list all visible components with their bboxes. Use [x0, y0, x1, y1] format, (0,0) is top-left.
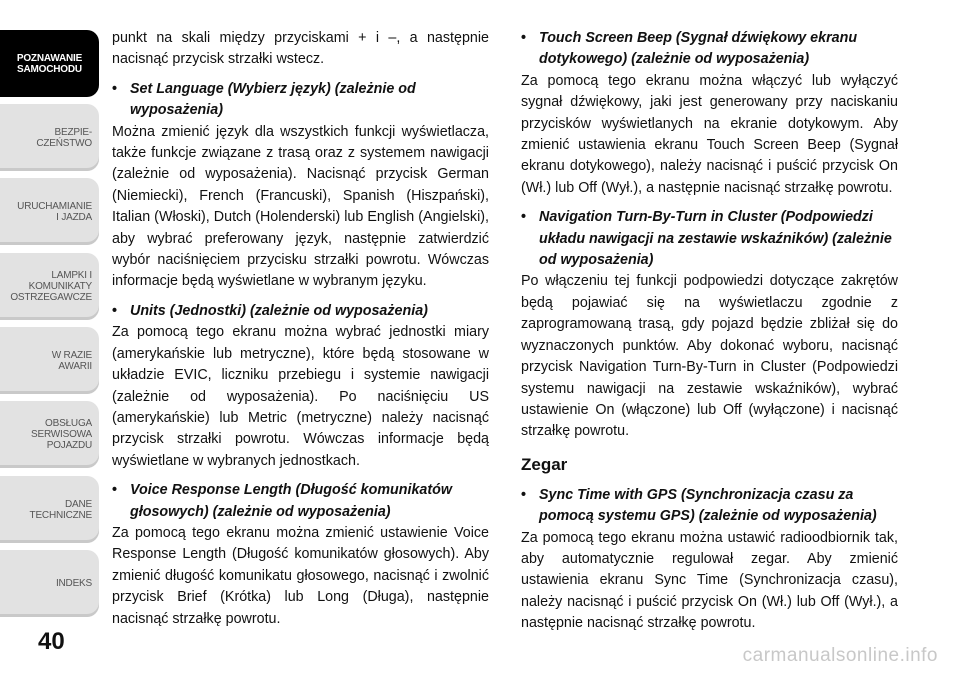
- tab-w-razie-awarii[interactable]: W RAZIE AWARII: [0, 327, 99, 394]
- chapter-tabs: [0, 0, 100, 678]
- paragraph: Za pomocą tego ekranu można zmienić ustawienie Voice Response Length (Długość komunikatów głosowych). Aby zmienić długość komunikatu głosowego, nacisnąć i zwolnić przycisk Brief (Krótka) lub Long (Długa), następnie nacisnąć strzałkę powrotu.: [112, 524, 489, 627]
- tab-poznawanie-samochodu[interactable]: POZNAWANIE SAMOCHODU: [0, 30, 99, 97]
- setting-title-set-language: • Set Language (Wybierz język) (zależnie od wyposażenia): [112, 79, 489, 122]
- watermark: carmanualsonline.info: [742, 645, 938, 666]
- setting-title-units: • Units (Jednostki) (zależnie od wyposażenia): [112, 301, 489, 322]
- setting-title-voice-response-length: • Voice Response Length (Długość komunikatów głosowych) (zależnie od wyposażenia): [112, 480, 489, 523]
- paragraph: Po włączeniu tej funkcji podpowiedzi dotyczące zakrętów będą pojawiać się na wyświetlaczu zgodnie z zaprogramowaną trasą, gdy pojazd będzie zbliżał się do wyznaczonych punktów. Aby dokonać wyboru, nacisnąć przycisk Navigation Turn-By-Turn in Cluster (Podpowiedzi systemu nawigacji na zestawie wskaźników), wybrać ustawienie On (włączone) lub Off (wyłączone) i nacisnąć strzałkę powrotu.: [521, 273, 898, 440]
- paragraph: Za pomocą tego ekranu można wybrać jednostki miary (amerykańskie lub metryczne), które będą stosowane w układzie EVIC, liczniku przebiegu i systemie nawigacji (zależnie od wyposażenia). Po naciśnięciu US (amerykańskie) lub Metric (metryczne) należy nacisnąć przycisk strzałki powrotu. Wówczas informacje będą wyświetlane w wybranych jednostkach.: [112, 324, 489, 469]
- paragraph: Za pomocą tego ekranu można włączyć lub wyłączyć sygnał dźwiękowy, jaki jest generowany przy naciskaniu przycisków wyświetlanych na ekranie dotykowym. Aby zmienić ustawienia ekranu Touch Screen Beep (Sygnał ekranu dotykowego), należy nacisnąć i puścić przycisk On (Wł.) lub Off (Wył.), a następnie nacisnąć strzałkę powrotu.: [521, 72, 898, 196]
- tab-dane-techniczne[interactable]: DANE TECHNICZNE: [0, 476, 99, 543]
- setting-title-sync-time-gps: • Sync Time with GPS (Synchronizacja czasu za pomocą systemu GPS) (zależnie od wyposażenia): [521, 485, 898, 528]
- tab-obsluga-serwisowa[interactable]: OBSŁUGA SERWISOWA POJAZDU: [0, 401, 99, 468]
- tab-bezpieczenstwo[interactable]: BEZPIE- CZEŃSTWO: [0, 104, 99, 171]
- paragraph: Za pomocą tego ekranu można ustawić radioodbiornik tak, aby automatycznie regulował zegar. Aby zmienić ustawienia ekranu Sync Time (Synchronizacja czasu), należy nacisnąć i puścić przycisk On (Wł.) lub Off (Wył.), a następnie nacisnąć strzałkę powrotu.: [521, 529, 898, 632]
- tab-lampki-i-komunikaty[interactable]: LAMPKI I KOMUNIKATY OSTRZEGAWCZE: [0, 253, 99, 320]
- paragraph: punkt na skali między przyciskami + i –, a następnie nacisnąć przycisk strzałki wstecz.: [112, 30, 489, 68]
- paragraph: Można zmienić język dla wszystkich funkcji wyświetlacza, także funkcje związane z trasą oraz z systemem nawigacji (zależnie od wyposażenia). Nacisnąć przycisk German (Niemiecki), French (Francuski), Spanish (Hiszpański), Italian (Włoski), Dutch (Holenderski) lub English (Angielski), aby wybrać preferowany język, następnie zatwierdzić wybór naciśnięciem przycisku strzałki powrotu. Wówczas informacje będą wyświetlane w wybranym języku.: [112, 123, 489, 290]
- left-column: [112, 28, 489, 630]
- section-heading-zegar: Zegar: [521, 454, 568, 474]
- setting-title-navigation-turn-by-turn: • Navigation Turn-By-Turn in Cluster (Podpowiedzi układu nawigacji na zestawie wskaźników) (zależnie od wyposażenia): [521, 207, 898, 271]
- setting-title-touch-screen-beep: • Touch Screen Beep (Sygnał dźwiękowy ekranu dotykowego) (zależnie od wyposażenia): [521, 28, 898, 71]
- tab-uruchamianie-i-jazda[interactable]: URUCHAMIANIE I JAZDA: [0, 178, 99, 245]
- page-number: 40: [38, 628, 65, 655]
- right-column: [521, 28, 898, 635]
- tab-indeks[interactable]: INDEKS: [0, 550, 99, 617]
